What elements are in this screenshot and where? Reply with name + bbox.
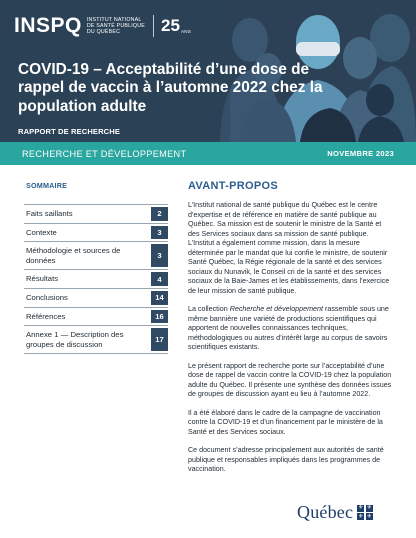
toc-item[interactable] <box>24 204 168 223</box>
toc-item-label: Résultats <box>26 274 59 284</box>
toc-page-badge: 14 <box>151 291 168 305</box>
toc-page-badge: 3 <box>151 226 168 240</box>
foreword-body <box>188 201 392 484</box>
toc-item-label: Références <box>26 311 66 321</box>
foreword-paragraph: Ce document s’adresse principalement aux autorités de santé publique et responsables impliqués dans les programmes de vaccination. <box>188 446 384 473</box>
toc-item[interactable] <box>24 223 168 242</box>
foreword-paragraph: Le présent rapport de recherche porte sur l’acceptabilité d’une dose de rappel de vaccin contre la COVID-19 chez la population adulte du Québec. Il présente une synthèse des données issues de groupes de discussion ayant eu lieu à l’automne 2022. <box>188 361 392 398</box>
logo-subtitle <box>87 17 145 36</box>
foreword-paragraph: L’Institut national de santé publique du Québec est le centre d’expertise et de référence en matière de santé publique au Québec. Sa mission est de soutenir le ministre de la Santé et des Services sociaux dans sa mission de santé publique. L’Institut a également comme mission, dans la mesure déterminée par le mandat que lui confie le ministre, de soutenir Santé Québec, la Régie régionale de la santé et des services sociaux du Nunavik, le Conseil cri de la santé et des services sociaux de la Baie-James et les établissements, dans l’exercice de leur mission de santé publique. <box>188 201 390 295</box>
toc-item-label: Annexe 1 — Description des groupes de discussion <box>26 330 124 349</box>
inspq-logo <box>14 14 191 38</box>
toc-item-label: Méthodologie et sources de données <box>26 246 121 265</box>
foreword-paragraph <box>188 305 392 353</box>
cover-banner <box>0 0 416 142</box>
anniversary-number: 25 <box>161 16 180 35</box>
quebec-wordmark: Québec <box>297 502 354 522</box>
toc-page-badge: 2 <box>151 207 168 221</box>
toc-item[interactable] <box>24 325 168 354</box>
table-of-contents <box>24 204 168 354</box>
foreword-paragraph: Il a été élaboré dans le cadre de la campagne de vaccination contre la COVID-19 et d’un financement par le ministère de la Santé et des Services sociaux. <box>188 408 383 436</box>
toc-heading: SOMMAIRE <box>26 181 68 190</box>
toc-page-badge: 17 <box>151 328 168 351</box>
logo-divider <box>153 15 154 37</box>
logo-subtitle-line: DE SANTÉ PUBLIQUE <box>86 22 146 29</box>
collection-name: RECHERCHE ET DÉVELOPPEMENT <box>22 148 187 159</box>
toc-item-label: Faits saillants <box>26 209 73 218</box>
logo-subtitle-line: DU QUÉBEC <box>86 29 121 36</box>
toc-item-label: Conclusions <box>26 292 68 302</box>
publication-date: NOVEMBRE 2023 <box>327 149 394 158</box>
logo-subtitle-line: INSTITUT NATIONAL <box>86 16 142 23</box>
anniversary-suffix: ANS <box>180 29 192 34</box>
document-type: RAPPORT DE RECHERCHE <box>18 127 120 136</box>
toc-item[interactable] <box>24 288 168 307</box>
quebec-government-logo <box>297 502 373 523</box>
toc-item[interactable] <box>24 307 168 326</box>
collection-name-italic: Recherche et développement <box>229 305 323 313</box>
foreword-heading: AVANT-PROPOS <box>188 180 278 192</box>
toc-item[interactable] <box>24 241 168 269</box>
paragraph-text: La collection <box>188 305 230 313</box>
paragraph-text: rassemble sous une même bannière une variété de productions scientifiques qui apportent de nouvelles connaissances techniques, méthodologiques ou autres d’intérêt large au corpus de savoirs scientifiques existants. <box>188 305 389 351</box>
toc-item[interactable] <box>24 269 168 288</box>
toc-page-badge: 16 <box>151 310 168 324</box>
toc-page-badge: 4 <box>151 272 168 286</box>
logo-wordmark: INSPQ <box>14 14 82 37</box>
collection-band <box>0 142 416 165</box>
fleur-de-lis-icon: ⚜ ⚜ ⚜ ⚜ <box>357 505 372 520</box>
document-title: COVID-19 – Acceptabilité d’une dose de rappel de vaccin à l’automne 2022 chez la population adulte <box>18 61 323 115</box>
toc-page-badge: 3 <box>151 244 168 267</box>
toc-item-label: Contexte <box>26 227 57 237</box>
